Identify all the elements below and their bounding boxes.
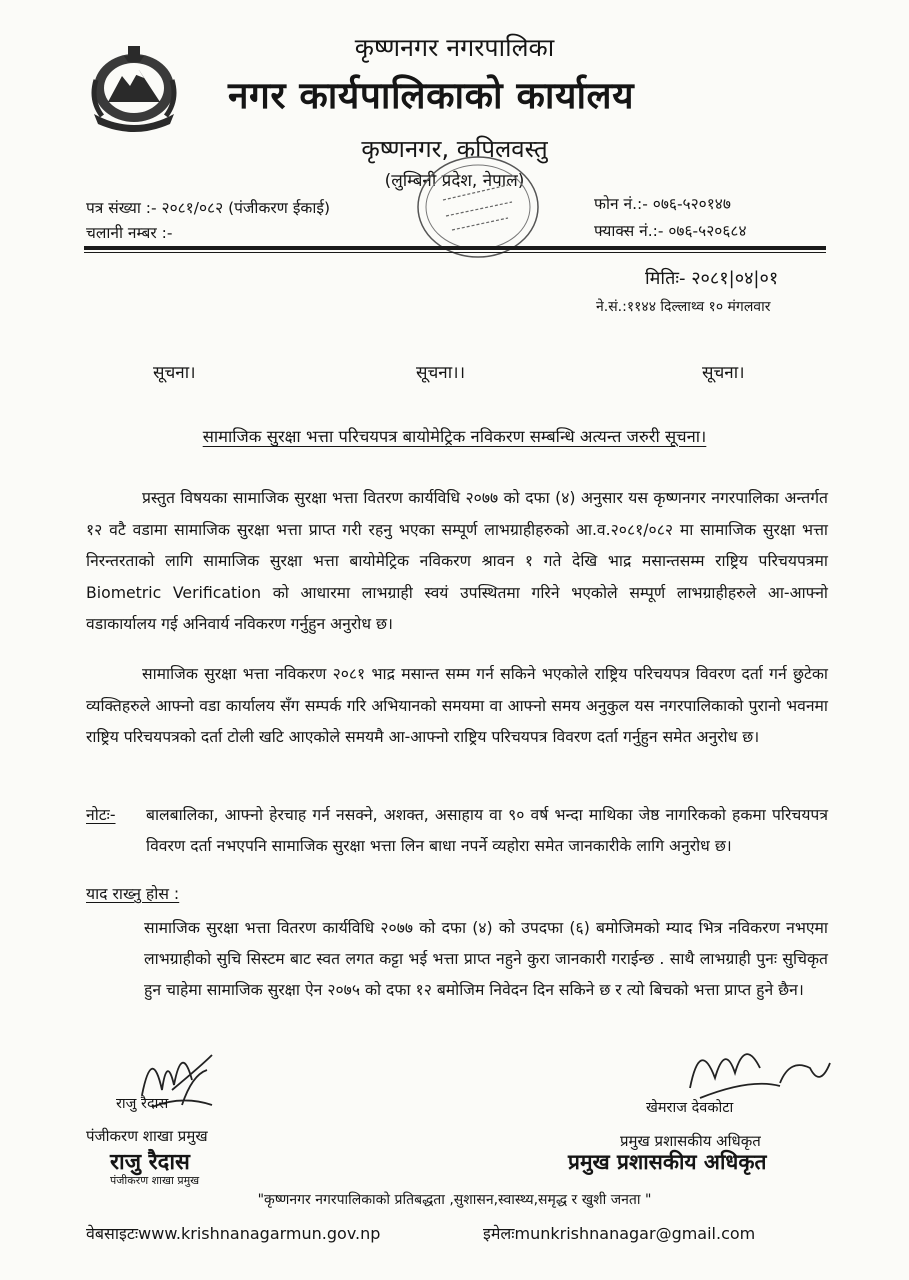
header-divider-thin bbox=[84, 252, 826, 253]
header-divider bbox=[84, 246, 826, 250]
letter-number: पत्र संख्या :- २०८१/०८२ (पंजीकरण ईकाई) bbox=[86, 199, 331, 217]
body-paragraph-1-text: प्रस्तुत विषयका सामाजिक सुरक्षा भत्ता वितरण कार्यविधि २०७७ को दफा (४) अनुसार यस कृष्णनगर नगरपालिका अन्तर्गत १२ वटै वडामा सामाजिक सुरक्षा भत्ता प्राप्त गरी रहनु भएका सम्पूर्ण लाभग्राहीहरुको आ.व.२०८१/०८२ मा सामाजिक सुरक्षा भत्ता निरन्तरताको लागि सामाजिक सुरक्षा भत्ता बायोमेट्रिक नविकरण श्रावन १ गते देखि भाद्र मसान्तसम्म राष्ट्रिय परिचयपत्रमा Biometric Verification को आधारमा लाभग्राही स्वयं उपस्थितमा गरिने भएकोले सम्पूर्ण लाभग्राहीहरुले आ-आफ्नो वडाकार्यालय गई अनिवार्य नविकरण गर्नुहुन अनुरोध छ। bbox=[86, 488, 828, 633]
office-address: कृष्णनगर, कपिलवस्तु bbox=[361, 135, 548, 163]
right-signatory-title: प्रमुख प्रशासकीय अधिकृत bbox=[620, 1132, 761, 1150]
office-name: नगर कार्यपालिकाको कार्यालय bbox=[228, 74, 635, 117]
note-section bbox=[86, 799, 828, 861]
left-signatory-title: पंजीकरण शाखा प्रमुख bbox=[86, 1127, 208, 1145]
notice-label-right: सूचना। bbox=[702, 363, 745, 383]
fax-number: फ्याक्स नं.:- ०७६-५२०६८४ bbox=[594, 222, 747, 240]
body-paragraph-2-text: सामाजिक सुरक्षा भत्ता नविकरण २०८१ भाद्र मसान्त सम्म गर्न सकिने भएकोले राष्ट्रिय परिचयपत्र विवरण दर्ता गर्न छुटेका व्यक्तिहरुले आफ्नो वडा कार्यालय सँग सम्पर्क गरि अभियानको समयमा वा आफ्नो समय अनुकुल यस नगरपालिकाको पुरानो भवनमा राष्ट्रिय परिचयपत्रको दर्ता टोली खटि आएकोले समयमै आ-आफ्नो राष्ट्रिय परिचयपत्र विवरण दर्ता गर्नुहुन समेत अनुरोध छ। bbox=[86, 664, 828, 746]
phone-number: फोन नं.:- ०७६-५२०१४७ bbox=[594, 195, 731, 213]
dispatch-number: चलानी नम्बर :- bbox=[86, 224, 173, 242]
right-signatory-name: खेमराज देवकोटा bbox=[646, 1100, 734, 1116]
left-signatory-name: राजु रैदास bbox=[116, 1096, 169, 1112]
municipality-name: कृष्णनगर नगरपालिका bbox=[354, 33, 555, 62]
left-title-stamp: पंजीकरण शाखा प्रमुख bbox=[110, 1174, 200, 1187]
footer-slogan: "कृष्णनगर नगरपालिकाको प्रतिबद्धता ,सुशासन,स्वास्थ्य,समृद्ध र खुशी जनता " bbox=[257, 1192, 652, 1208]
reference-block bbox=[86, 196, 330, 246]
right-title-stamp: प्रमुख प्रशासकीय अधिकृत bbox=[568, 1150, 767, 1174]
notice-label-left: सूचना। bbox=[153, 363, 196, 383]
remember-text: सामाजिक सुरक्षा भत्ता वितरण कार्यविधि २०७७ को दफा (४) को उपदफा (६) बमोजिमको म्याद भित्र नविकरण नभएमा लाभग्राहीको सुचि सिस्टम बाट स्वत लगत कट्टा भई भत्ता प्राप्त नहुने कुरा जानकारी गराईन्छ . साथै लाभग्राही पुनः सुचिकृत हुन चाहेमा सामाजिक सुरक्षा ऐन २०७५ को दफा १२ बमोजिम निवेदन दिन सकिने छ र त्यो बिचको भत्ता प्राप्त हुने छैन। bbox=[144, 918, 828, 999]
remember-label: याद राख्नु होस : bbox=[86, 884, 180, 903]
body-paragraph-2 bbox=[86, 658, 828, 753]
left-name-stamp: राजु रैदास bbox=[110, 1150, 190, 1175]
date-bs: मितिः- २०८१|०४|०१ bbox=[645, 268, 779, 289]
body-paragraph-1 bbox=[86, 482, 828, 640]
province-name: (लुम्बिनी प्रदेश, नेपाल) bbox=[384, 171, 525, 191]
note-label: नोटः- bbox=[86, 805, 116, 824]
notice-label-center: सूचना।। bbox=[416, 363, 466, 383]
footer-website: वेबसाइटःwww.krishnanagarmun.gov.np bbox=[86, 1224, 381, 1243]
note-text: बालबालिका, आफ्नो हेरचाह गर्न नसक्ने, अशक्त, असाहाय वा ९० वर्ष भन्दा माथिका जेष्ठ नागरिकको हकमा परिचयपत्र विवरण दर्ता नभएपनि सामाजिक सुरक्षा भत्ता लिन बाधा नपर्ने व्यहोरा समेत जानकारीके लागि अनुरोध छ। bbox=[146, 805, 828, 855]
notice-subject: सामाजिक सुरक्षा भत्ता परिचयपत्र बायोमेट्रिक नविकरण सम्बन्धि अत्यन्त जरुरी सूचना। bbox=[202, 427, 707, 446]
date-nepal-sambat: ने.सं.:११४४ दिल्लाथ्व १० मंगलवार bbox=[596, 299, 771, 315]
footer-email: इमेलःmunkrishnanagar@gmail.com bbox=[483, 1224, 756, 1243]
contact-block bbox=[594, 191, 747, 245]
